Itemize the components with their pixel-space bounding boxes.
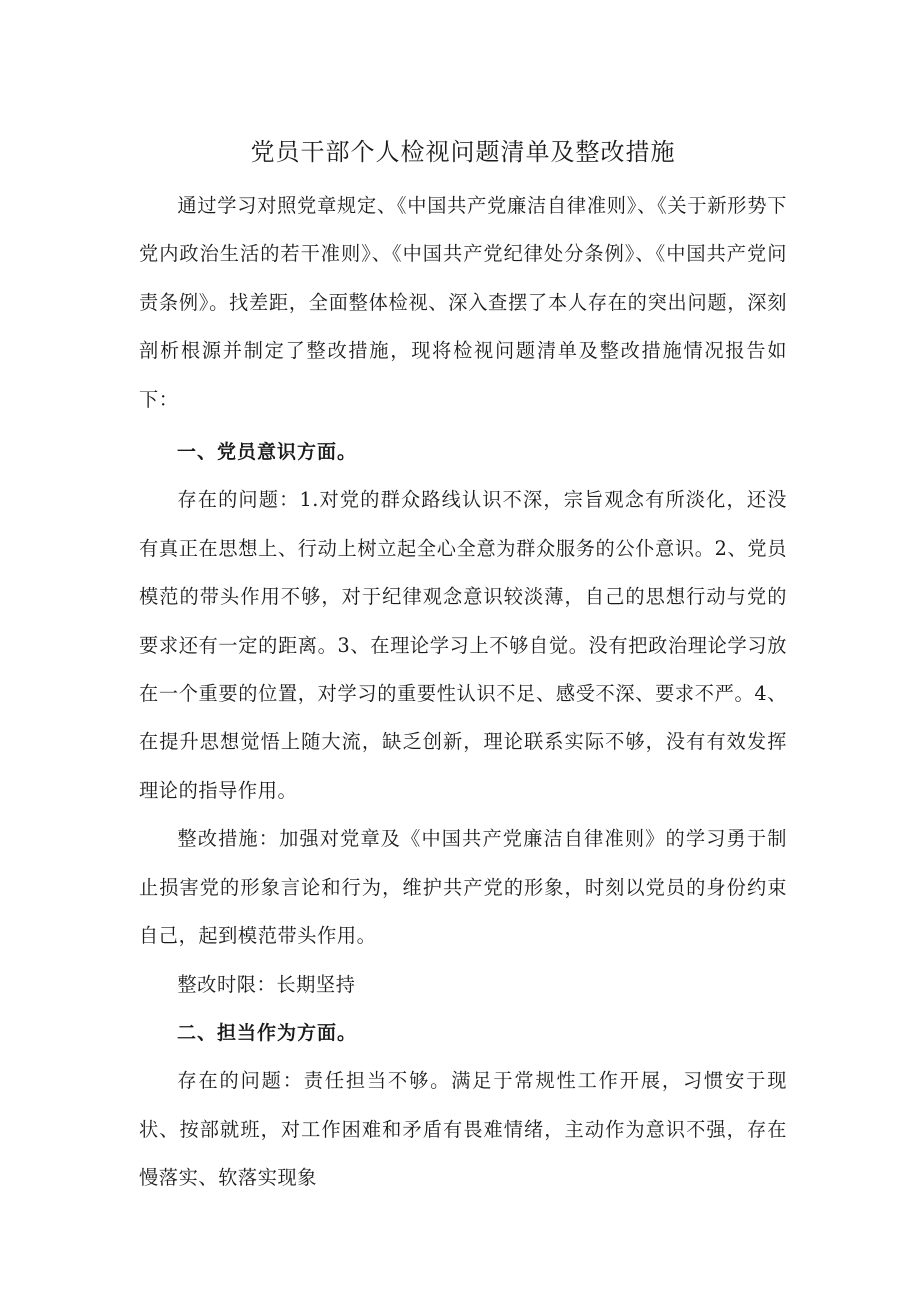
document-title: 党员干部个人检视问题清单及整改措施 bbox=[250, 138, 676, 166]
intro-paragraph: 通过学习对照党章规定、《中国共产党廉洁自律准则》、《关于新形势下党内政治生活的若干准则》、《中国共产党纪律处分条例》、《中国共产党问责条例》。找差距，全面整体检视、深入查摆了本人存在的突出问题，深刻剖析根源并制定了整改措施，现将检视问题清单及整改措施情况报告如下： bbox=[139, 194, 787, 411]
section-2-heading: 二、担当作为方面。 bbox=[177, 1021, 358, 1044]
section-1-problems: 存在的问题：1.对党的群众路线认识不深，宗旨观念有所淡化，还没有真正在思想上、行动上树立起全心全意为群众服务的公仆意识。2、党员模范的带头作用不够，对于纪律观念意识较淡薄，自己的思想行动与党的要求还有一定的距离。3、在理论学习上不够自觉。没有把政治理论学习放在一个重要的位置，对学习的重要性认识不足、感受不深、要求不严。4、在提升思想觉悟上随大流，缺乏创新，理论联系实际不够，没有有效发挥理论的指导作用。 bbox=[139, 488, 787, 802]
section-2-problems: 存在的问题：责任担当不够。满足于常规性工作开展，习惯安于现状、按部就班，对工作困难和矛盾有畏难情绪，主动作为意识不强，存在慢落实、软落实现象 bbox=[139, 1069, 787, 1190]
section-1-heading: 一、党员意识方面。 bbox=[177, 441, 358, 464]
document-page bbox=[139, 128, 787, 1203]
section-1-measures: 整改措施：加强对党章及《中国共产党廉洁自律准则》的学习勇于制止损害党的形象言论和行为，维护共产党的形象，时刻以党员的身份约束自己，起到模范带头作用。 bbox=[139, 827, 787, 948]
section-1-deadline: 整改时限：长期坚持 bbox=[177, 972, 356, 996]
